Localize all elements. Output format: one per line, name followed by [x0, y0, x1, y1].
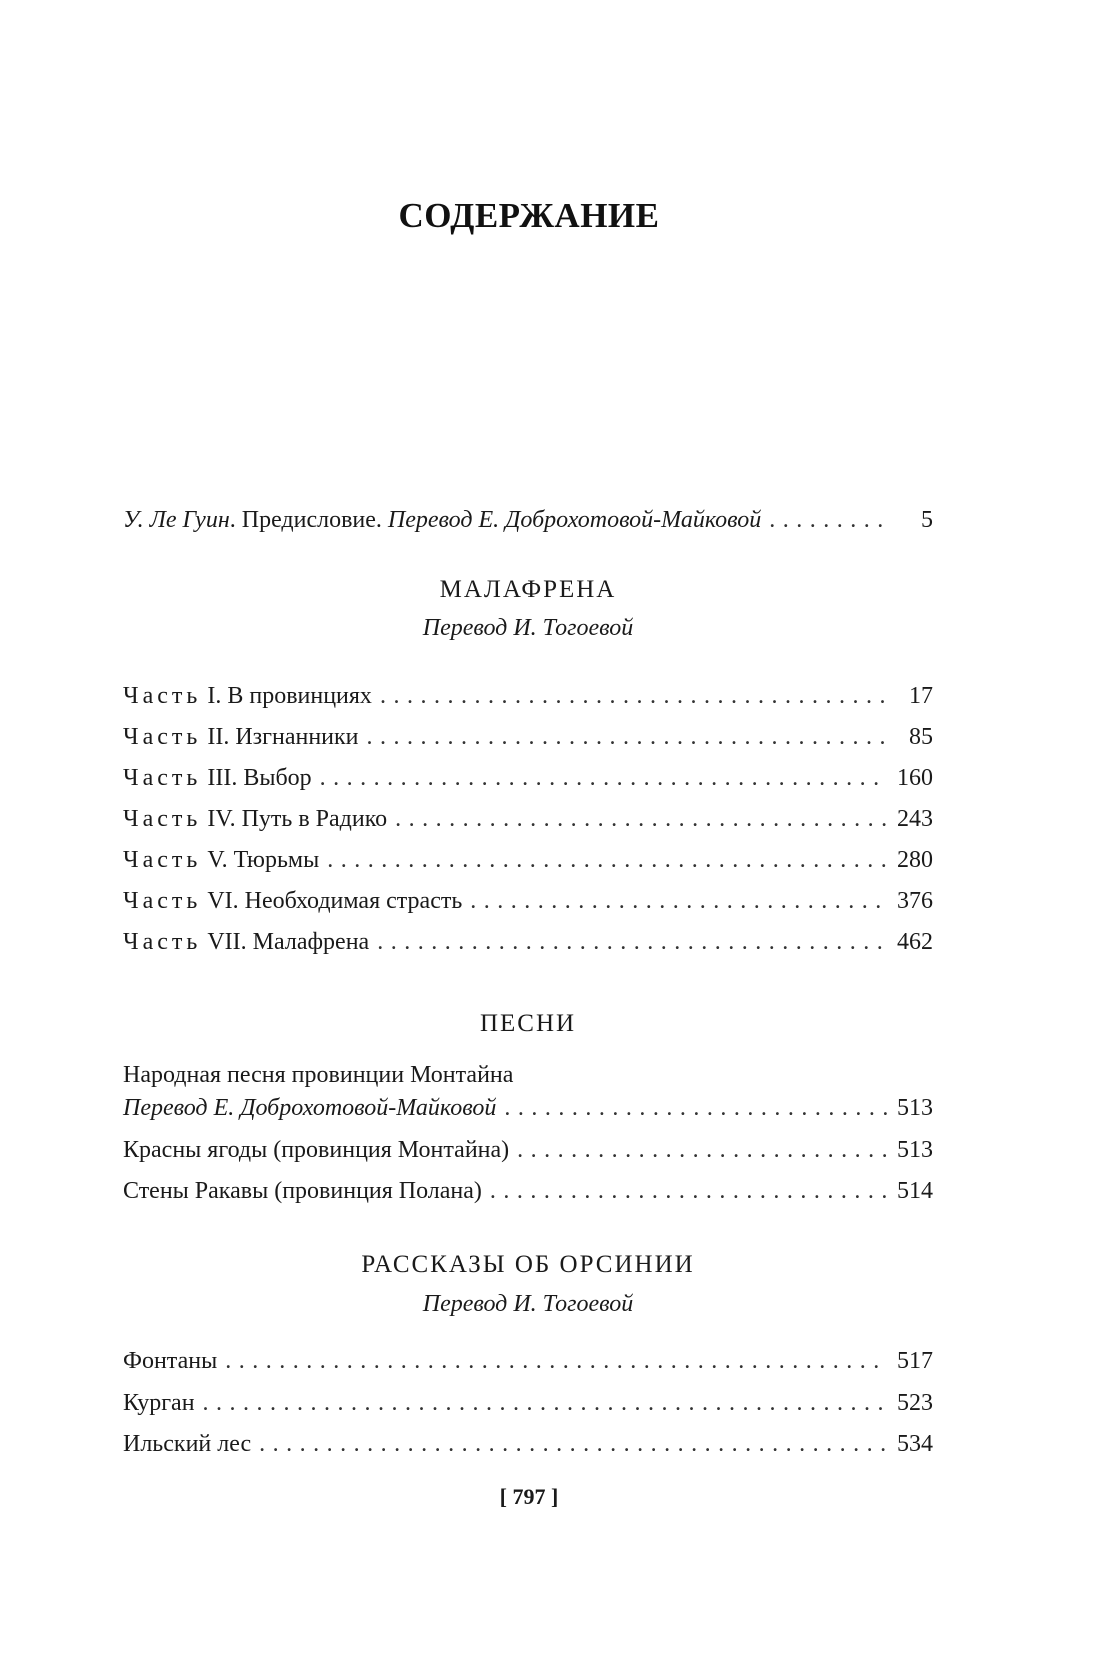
part-label: Часть — [123, 765, 202, 791]
part-label: Часть — [123, 683, 202, 709]
part-label: Часть — [123, 847, 202, 873]
page-number: 243 — [897, 806, 933, 832]
dot-leader — [395, 806, 887, 833]
section-translator-orsinia: Перевод И. Тогоевой — [422, 1291, 634, 1317]
page-number: 85 — [909, 724, 933, 750]
dot-leader — [320, 765, 887, 792]
preface-title: Предисловие. — [241, 507, 388, 533]
part-label: Часть — [123, 724, 202, 750]
part-label: Часть — [123, 888, 202, 914]
page-number: 376 — [897, 888, 933, 914]
toc-entry[interactable] — [123, 929, 933, 959]
entry-title-line: Народная песня провинции Монтайна — [123, 1062, 514, 1088]
entry-title: III. Выбор — [207, 765, 312, 791]
page-number: 5 — [921, 507, 933, 533]
dot-leader — [259, 1431, 887, 1458]
toc-entry[interactable] — [123, 724, 933, 754]
page-number: 517 — [897, 1348, 933, 1374]
page-number: 523 — [897, 1390, 933, 1416]
page-number: 160 — [897, 765, 933, 791]
toc-entry[interactable] — [123, 806, 933, 836]
dot-leader — [367, 724, 887, 751]
author-name: У. Ле Гуин — [123, 507, 230, 533]
toc-entry[interactable] — [123, 1095, 933, 1125]
section-heading-orsinia: РАССКАЗЫ ОБ ОРСИНИИ — [361, 1251, 695, 1278]
toc-entry[interactable] — [123, 683, 933, 713]
entry-title: VII. Малафрена — [207, 929, 370, 955]
page-number: 534 — [897, 1431, 933, 1457]
toc-entry[interactable] — [123, 765, 933, 795]
toc-entry[interactable] — [123, 1390, 933, 1420]
entry-title: VI. Необходимая страсть — [207, 888, 463, 914]
entry-title: IV. Путь в Радико — [207, 806, 388, 832]
translator: Перевод Е. Доброхотовой-Майковой — [123, 1095, 497, 1121]
entry-title: V. Тюрьмы — [207, 847, 320, 873]
section-heading-malafrena: МАЛАФРЕНА — [439, 576, 617, 603]
part-label: Часть — [123, 806, 202, 832]
page-number: 280 — [897, 847, 933, 873]
toc-entry[interactable] — [123, 1348, 933, 1378]
dot-leader — [769, 507, 887, 534]
part-label: Часть — [123, 929, 202, 955]
toc-entry[interactable] — [123, 1178, 933, 1208]
toc-entry[interactable] — [123, 1137, 933, 1167]
dot-leader — [225, 1348, 887, 1375]
toc-entry[interactable] — [123, 1431, 933, 1461]
entry-title: У. Ле Гуин. Предисловие. Перевод Е. Доброхотовой-Майковой — [123, 507, 762, 533]
entry-title: Стены Ракавы (провинция Полана) — [123, 1178, 482, 1204]
page-number: 514 — [897, 1178, 933, 1204]
dot-leader — [470, 888, 887, 915]
page-number-footer: [ 797 ] — [499, 1484, 559, 1509]
entry-title: II. Изгнанники — [207, 724, 359, 750]
translator: Перевод Е. Доброхотовой-Майковой — [387, 507, 762, 533]
dot-leader — [380, 683, 887, 710]
entry-title: Красны ягоды (провинция Монтайна) — [123, 1137, 510, 1163]
dot-leader — [517, 1137, 887, 1164]
page-number: 462 — [897, 929, 933, 955]
page-title: СОДЕРЖАНИЕ — [398, 196, 660, 235]
dot-leader — [490, 1178, 887, 1205]
dot-leader — [327, 847, 887, 874]
entry-title: I. В провинциях — [207, 683, 372, 709]
dot-leader — [203, 1390, 887, 1417]
dot-leader — [377, 929, 887, 956]
toc-entry[interactable] — [123, 888, 933, 918]
page-number: 513 — [897, 1095, 933, 1121]
section-translator-malafrena: Перевод И. Тогоевой — [422, 615, 634, 641]
dot-leader — [504, 1095, 887, 1122]
entry-title: Фонтаны — [123, 1348, 218, 1374]
section-heading-songs: ПЕСНИ — [479, 1010, 577, 1037]
entry-title: Курган — [123, 1390, 195, 1416]
toc-entry[interactable] — [123, 847, 933, 877]
toc-entry-preface[interactable] — [123, 507, 933, 537]
page-number: 513 — [897, 1137, 933, 1163]
page-number: 17 — [909, 683, 933, 709]
entry-title: Ильский лес — [123, 1431, 252, 1457]
